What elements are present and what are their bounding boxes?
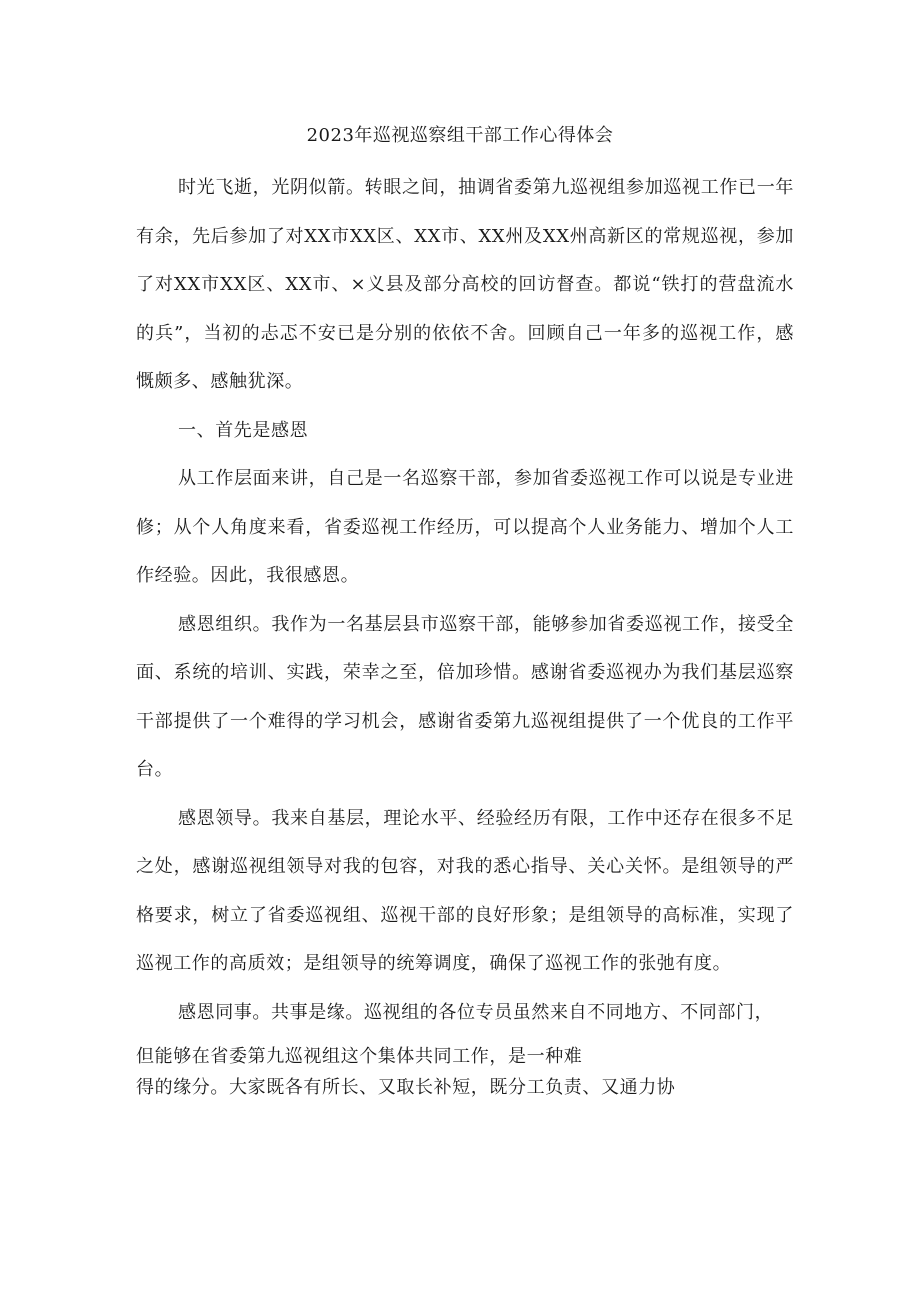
paragraph-continuation: [136, 1041, 794, 1103]
paragraph-thank-colleagues: 感恩同事。共事是缘。巡视组的各位专员虽然来自不同地方、不同部门，: [178, 1001, 774, 1023]
paragraph-thank-organization: 感恩组织。我作为一名基层县市巡察干部，能够参加省委巡视工作，接受全面、系统的培训、实践，荣幸之至，倍加珍惜。感谢省委巡视办为我们基层巡察干部提供了一个难得的学习机会，感谢省委第九巡视组提供了一个优良的工作平台。: [136, 613, 794, 780]
section-heading-gratitude: 一、首先是感恩: [178, 419, 309, 441]
paragraph-intro: 时光飞逝，光阴似箭。转眼之间，抽调省委第九巡视组参加巡视工作已一年有余，先后参加了对XX市XX区、XX市、XX州及XX州高新区的常规巡视，参加了对XX市XX区、XX市、×义县及部分高校的回访督查。都说“铁打的营盘流水的兵”，当初的忐忑不安已是分别的依依不舍。回顾自己一年多的巡视工作，感慨颇多、感触犹深。: [136, 177, 794, 392]
document-body: [136, 164, 794, 1103]
paragraph-thank-leaders: 感恩领导。我来自基层，理论水平、经验经历有限，工作中还存在很多不足之处，感谢巡视组领导对我的包容，对我的悉心指导、关心关怀。是组领导的严格要求，树立了省委巡视组、巡视干部的良好形象；是组领导的高标准，实现了巡视工作的高质效；是组领导的统筹调度，确保了巡视工作的张弛有度。: [136, 807, 794, 974]
continuation-line: 但能够在省委第九巡视组这个集体共同工作，是一种难: [136, 1046, 583, 1067]
paragraph-work-level: 从工作层面来讲，自己是一名巡察干部，参加省委巡视工作可以说是专业进修；从个人角度来看，省委巡视工作经历，可以提高个人业务能力、增加个人工作经验。因此，我很感恩。: [136, 468, 794, 586]
continuation-line: 得的缘分。大家既各有所长、又取长补短，既分工负责、又通力协: [136, 1077, 676, 1098]
document-title: 2023年巡视巡察组干部工作心得体会: [306, 125, 614, 146]
